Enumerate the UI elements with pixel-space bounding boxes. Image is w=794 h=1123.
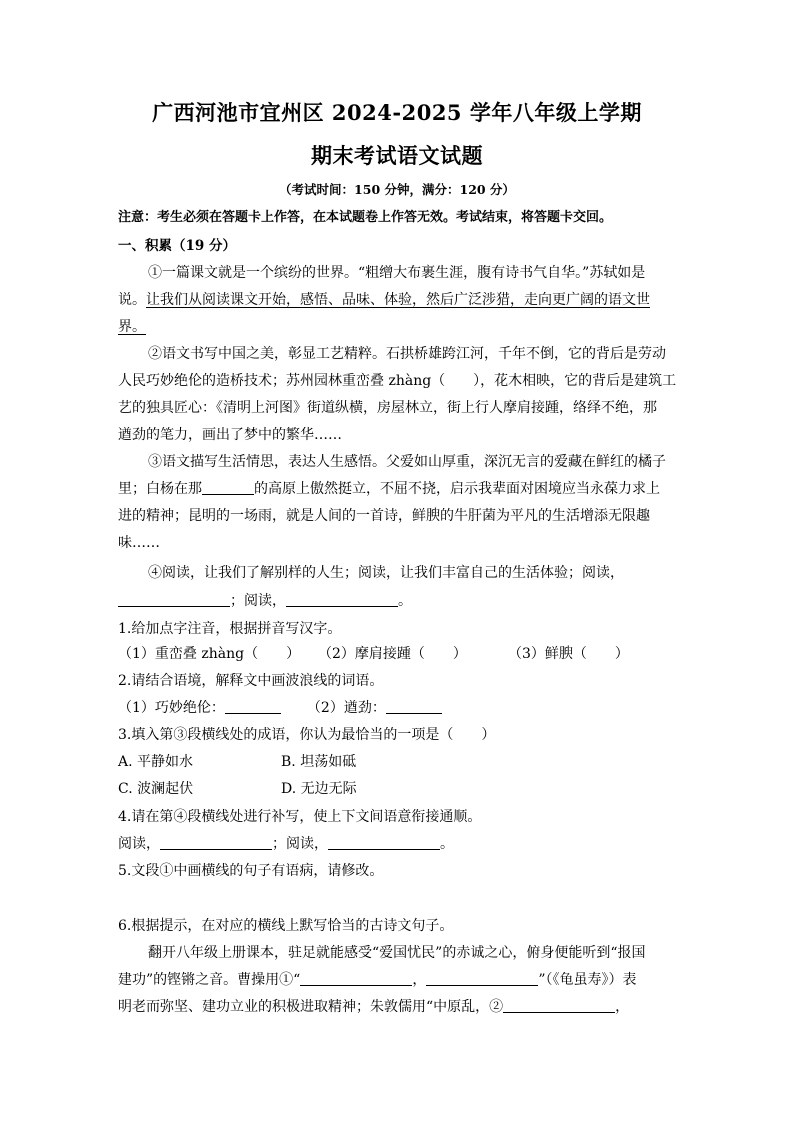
paragraph-1-line-2 <box>118 289 680 309</box>
paragraph-3-line-1: ③语文描写生活情思，表达人生感悟。父爱如山厚重，深沉无言的爱藏在鲜红的橘子 <box>148 454 666 470</box>
q2-answer-1[interactable] <box>225 699 281 714</box>
paragraph-3-line-3: 进的精神；昆明的一场雨，就是人间的一首诗，鲜腴的牛肝菌为平凡的生活增添无限趣 <box>118 508 650 524</box>
question-1-items <box>118 643 680 663</box>
question-2: 2.请结合语境，解释文中画波浪线的词语。 <box>118 673 384 689</box>
q3-option-b[interactable]: B. 坦荡如砥 <box>281 754 357 770</box>
fill-blank-idiom[interactable] <box>202 480 254 495</box>
fill-blank-reading-2[interactable] <box>286 592 398 607</box>
paragraph-1-line-3 <box>118 316 680 336</box>
paragraph-2-line-3: 艺的独具匠心：《清明上河图》街道纵横，房屋林立，街上行人摩肩接踵，络绎不绝，那 <box>118 400 657 416</box>
paragraph-4-line-2: ；阅读， 。 <box>118 590 680 610</box>
fill-blank-reading-1[interactable] <box>118 592 230 607</box>
q2-item-1: （1）巧妙绝伦： <box>118 700 225 716</box>
q6-text-line-2: 建功”的铿锵之音。曹操用①“ ， ”（《龟虽寿》）表 <box>118 972 637 988</box>
paragraph-4-line-1: ④阅读，让我们了解别样的人生；阅读，让我们丰富自己的生活体验；阅读， <box>148 565 624 581</box>
paragraph-2-line-2: 人民巧妙绝伦的造桥技术；苏州园林重峦叠 zhàng（ ），花木相映，它的背后是建筑工 <box>118 373 677 389</box>
q2-item-2: （2）遒劲： <box>306 700 386 716</box>
question-5: 5.文段①中画横线的句子有语病，请修改。 <box>118 863 384 879</box>
exam-title-line1: 广西河池市宜州区 2024-2025 学年八年级上学期 <box>152 100 642 125</box>
paragraph-1-line-1: ①一篇课文就是一个缤纷的世界。“粗缯大布裹生涯，腹有诗书气自华。”苏轼如是 <box>148 265 646 281</box>
q1-item-1: （1）重峦叠 zhàng（ ） <box>118 646 301 662</box>
q2-answer-2[interactable] <box>386 699 442 714</box>
q3-options-row-2 <box>118 778 680 798</box>
question-4: 4.请在第④段横线处进行补写，使上下文间语意衔接通顺。 <box>118 809 482 825</box>
exam-title-line2: 期末考试语文试题 <box>311 143 483 168</box>
question-6: 6.根据提示，在对应的横线上默写恰当的古诗文句子。 <box>118 918 454 934</box>
q6-text-line-3: 明老而弥坚、建功立业的积极进取精神；朱敦儒用“中原乱，② ， <box>118 999 630 1015</box>
q1-item-3: （3）鲜腴（ ） <box>508 646 629 662</box>
q3-options-row-1 <box>118 751 680 771</box>
q3-option-c[interactable]: C. 波澜起伏 <box>118 781 194 797</box>
paragraph-3-line-4: 味…… <box>118 535 160 551</box>
underlined-sentence-part1: 让我们从阅读课文开始，感悟、品味、体验，然后广泛涉猎，走向更广阔的语文世 <box>146 292 650 308</box>
q1-item-2: （2）摩肩接踵（ ） <box>318 646 467 662</box>
q4-blank-2[interactable] <box>328 835 440 850</box>
exam-info: （考试时间：150 分钟，满分：120 分） <box>279 182 515 197</box>
poem-blank-1[interactable] <box>300 971 412 986</box>
question-3: 3.填入第③段横线处的成语，你认为最恰当的一项是（ ） <box>118 727 496 743</box>
section-heading-1: 一、积累（19 分） <box>118 238 236 254</box>
q3-option-a[interactable]: A. 平静如水 <box>118 754 194 770</box>
paragraph-1-text: 说。 <box>118 292 146 308</box>
paragraph-2-line-4: 遒劲的笔力，画出了梦中的繁华…… <box>118 427 342 443</box>
notice: 注意：考生必须在答题卡上作答，在本试题卷上作答无效。考试结束，将答题卡交回。 <box>118 210 613 225</box>
poem-blank-3[interactable] <box>503 998 615 1013</box>
paragraph-2-line-1: ②语文书写中国之美，彰显工艺精粹。石拱桥雄跨江河，千年不倒，它的背后是劳动 <box>148 346 666 362</box>
question-4-answer-line: 阅读， ；阅读， 。 <box>118 836 454 852</box>
q4-blank-1[interactable] <box>160 835 272 850</box>
question-1: 1.给加点字注音，根据拼音写汉字。 <box>118 621 342 637</box>
underlined-sentence-part2: 界。 <box>118 319 146 335</box>
poem-blank-2[interactable] <box>426 971 538 986</box>
q6-text-line-1: 翻开八年级上册课本，驻足就能感受“爱国忧民”的赤诚之心，俯身便能听到“报国 <box>148 945 646 961</box>
q3-option-d[interactable]: D. 无边无际 <box>281 781 357 797</box>
paragraph-3-line-2: 里；白杨在那 的高原上傲然挺立，不屈不挠，启示我辈面对困境应当永葆力求上 <box>118 481 660 497</box>
question-2-items <box>118 697 680 717</box>
